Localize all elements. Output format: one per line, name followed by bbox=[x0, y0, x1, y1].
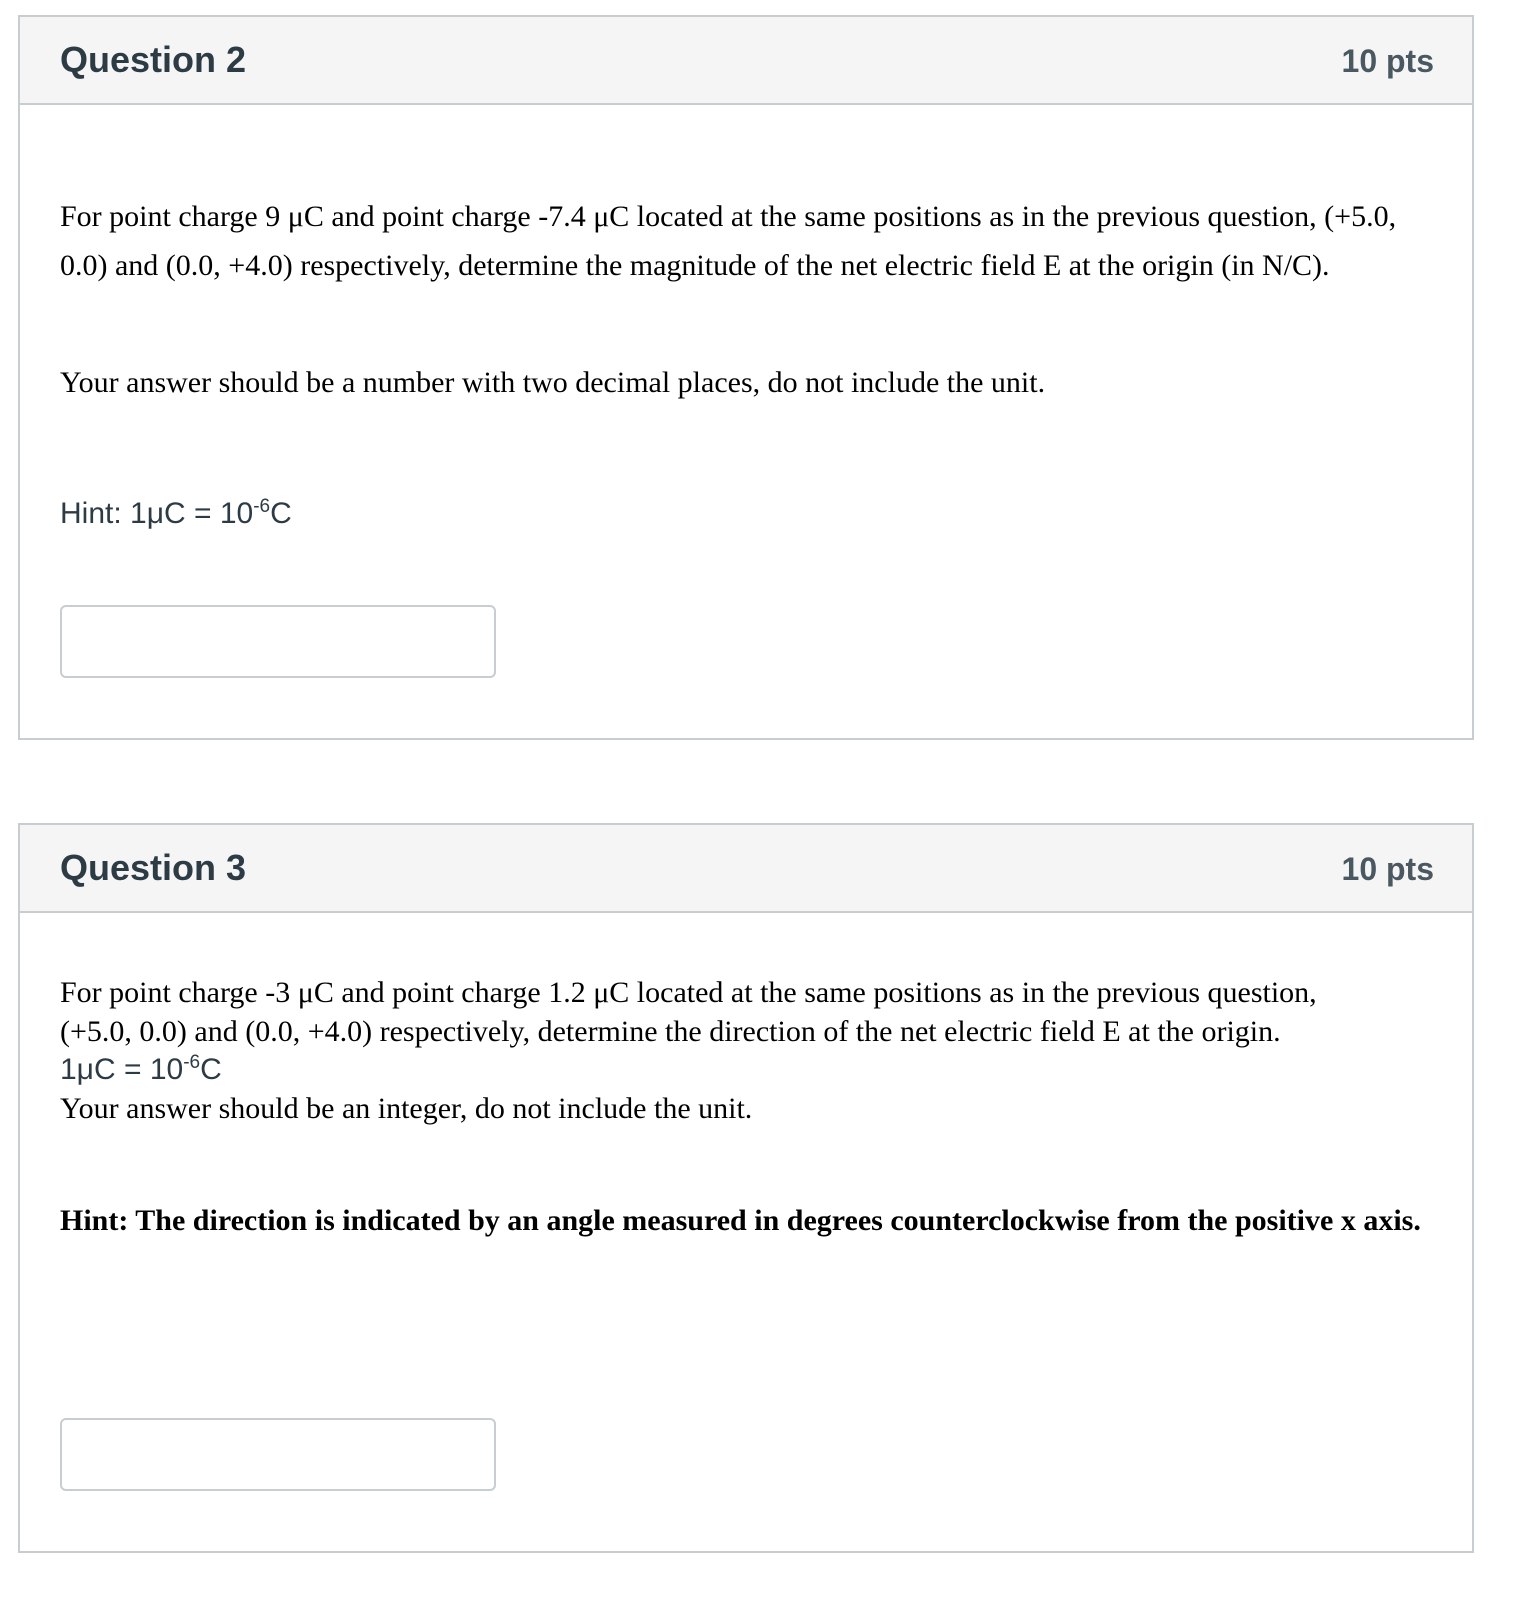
question-3-prompt-line-1: For point charge -3 μC and point charge 1.2 μC located at the same positions as in the previous question, bbox=[60, 976, 1317, 1009]
question-2-instruction: Your answer should be a number with two decimal places, do not include the unit. bbox=[60, 366, 1046, 399]
question-2-points: 10 pts bbox=[1341, 43, 1434, 79]
question-2-prompt: For point charge 9 μC and point charge -7.4 μC located at the same positions as in the previous question, (+5.0, 0.0) and (0.0, +4.0) respectively, determine the magnitude of the net electric field E at the origin (in N/C). bbox=[60, 200, 1397, 282]
question-3-answer-input[interactable] bbox=[60, 1418, 496, 1491]
question-2-hint-exponent: -6 bbox=[253, 496, 271, 517]
question-3-header bbox=[20, 825, 1472, 913]
question-2-hint-base: Hint: 1μC = 10 bbox=[60, 497, 254, 530]
question-3-conversion bbox=[60, 1051, 1432, 1089]
question-2-hint-unit: C bbox=[270, 497, 292, 530]
question-3-body-text bbox=[60, 973, 1432, 1128]
question-3-instruction: Your answer should be an integer, do not include the unit. bbox=[60, 1092, 753, 1125]
question-3-conversion-exponent: -6 bbox=[183, 1052, 201, 1073]
question-2-header bbox=[20, 17, 1472, 105]
question-2-hint bbox=[60, 492, 1432, 536]
question-2-answer-input[interactable] bbox=[60, 605, 496, 678]
question-3-prompt-line-2: (+5.0, 0.0) and (0.0, +4.0) respectively, determine the direction of the net electric field E at the origin. bbox=[60, 1015, 1281, 1048]
question-3-conversion-base: 1μC = 10 bbox=[60, 1053, 184, 1086]
question-2-card bbox=[18, 15, 1474, 740]
question-3-card bbox=[18, 823, 1474, 1553]
question-3-title: Question 3 bbox=[60, 847, 247, 888]
question-3-hint: Hint: The direction is indicated by an angle measured in degrees counterclockwise from the positive x axis. bbox=[60, 1204, 1421, 1237]
question-3-points: 10 pts bbox=[1341, 851, 1434, 887]
question-3-conversion-unit: C bbox=[200, 1053, 222, 1086]
question-2-title: Question 2 bbox=[60, 39, 247, 80]
